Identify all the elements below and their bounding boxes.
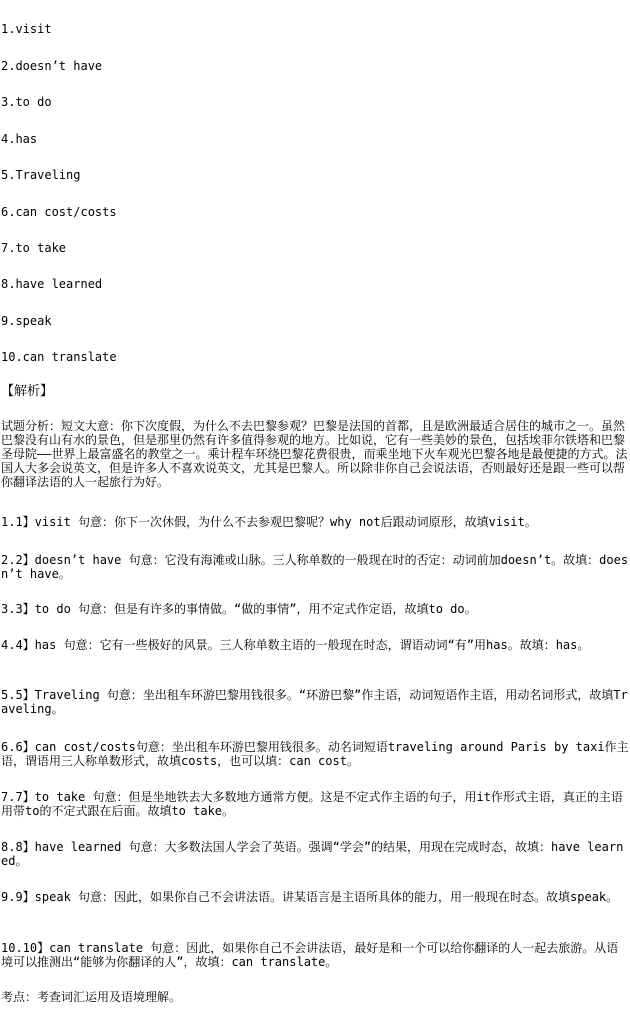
answer-3: 3.to do [1, 95, 52, 109]
analysis-heading: 【解析】 [1, 384, 54, 399]
explanation-2: 2.2】doesn’t have 句意：它没有海滩或山脉。三人称单数的一般现在时的否定：动词前加doesn’t。故填：doesn’t have。 [1, 553, 629, 581]
explanation-1: 1.1】visit 句意：你下一次休假，为什么不去参观巴黎呢？why not后跟动词原形，故填visit。 [1, 515, 537, 529]
answer-10: 10.can translate [1, 350, 117, 364]
key-point: 考点：考查词汇运用及语境理解。 [1, 990, 182, 1004]
explanation-6: 6.6】can cost/costs句意：坐出租车环游巴黎用钱很多。动名词短语traveling around Paris by taxi作主语，谓语用三人称单数形式，故填costs，也可以填：can cost。 [1, 740, 629, 768]
answer-7: 7.to take [1, 241, 67, 255]
analysis-intro: 试题分析：短文大意：你下次度假，为什么不去巴黎参观？巴黎是法国的首都，且是欧洲最适合居住的城市之一。虽然巴黎没有山有水的景色，但是那里仍然有许多值得参观的地方。比如说，它有一些美妙的景色，包括埃菲尔铁塔和巴黎圣母院——世界上最富盛名的教堂之一。乘计程车环绕巴黎花费很贵，而乘坐地下火车观光巴黎各地是最便捷的方式。法国人大多会说英文，但是许多人不喜欢说英文，尤其是巴黎人。所以除非你自己会说法语，否则最好还是跟一些可以帮你翻译法语的人一起旅行为好。 [1, 419, 628, 489]
explanation-7: 7.7】to take 句意：但是坐地铁去大多数地方通常方便。这是不定式作主语的句子，用it作形式主语，真正的主语用带to的不定式跟在后面。故填to take。 [1, 790, 623, 818]
answer-8: 8.have learned [1, 277, 103, 291]
explanation-10: 10.10】can translate 句意：因此，如果你自己不会讲法语，最好是和一个可以给你翻译的人一起去旅游。从语境可以推测出“能够为你翻译的人”，故填：can translate。 [1, 941, 619, 969]
explanation-8: 8.8】have learned 句意：大多数法国人学会了英语。强调“学会”的结果，用现在完成时态，故填：have learned。 [1, 840, 624, 868]
answer-5: 5.Traveling [1, 168, 81, 182]
answer-9: 9.speak [1, 314, 52, 328]
answer-6: 6.can cost/costs [1, 205, 117, 219]
explanation-5: 5.5】Traveling 句意：坐出租车环游巴黎用钱很多。“环游巴黎”作主语，动词短语作主语，用动名词形式，故填Traveling。 [1, 688, 628, 716]
answer-1: 1.visit [1, 22, 52, 36]
answer-2: 2.doesn’t have [1, 59, 103, 73]
explanation-4: 4.4】has 句意：它有一些极好的风景。三人称单数主语的一般现在时态，谓语动词“有”用has。故填：has。 [1, 638, 590, 652]
answer-4: 4.has [1, 132, 38, 146]
explanation-3: 3.3】to do 句意：但是有许多的事情做。“做的事情”，用不定式作定语，故填to do。 [1, 602, 477, 616]
explanation-9: 9.9】speak 句意：因此，如果你自己不会讲法语。讲某语言是主语所具体的能力，用一般现在时态。故填speak。 [1, 890, 619, 904]
